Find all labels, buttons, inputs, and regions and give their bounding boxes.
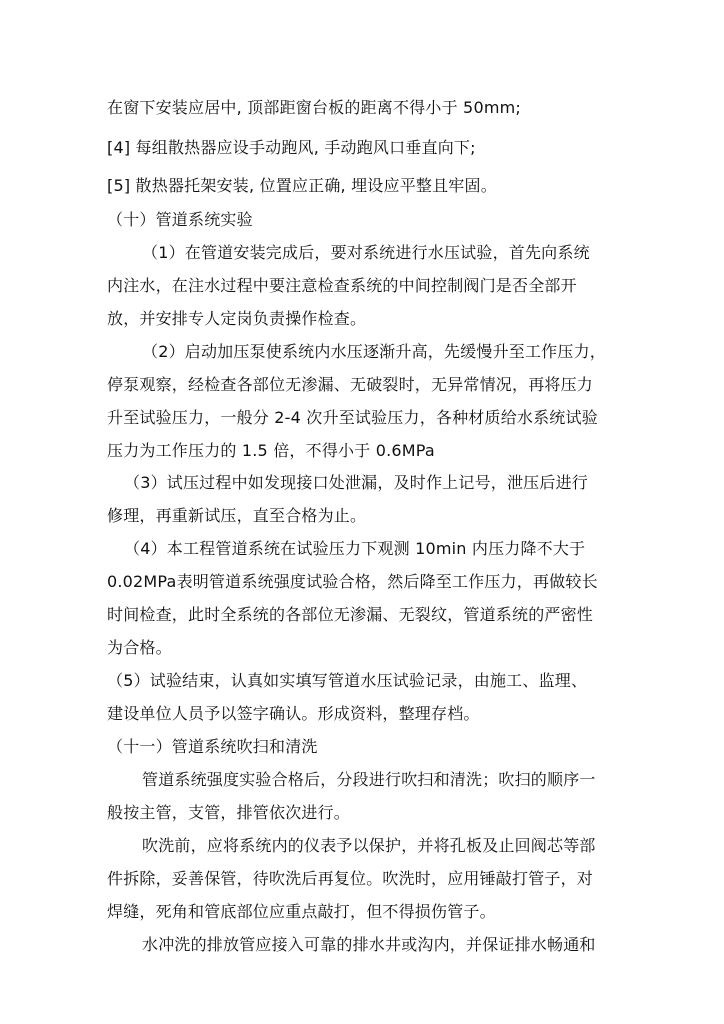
text-line: （2）启动加压泵使系统内水压逐渐升高，先缓慢升至工作压力， — [142, 342, 606, 361]
text-line: 停泵观察，经检查各部位无渗漏、无破裂时，无异常情况，再将压力 — [107, 375, 594, 394]
text-line: 升至试验压力，一般分 2-4 次升至试验压力，各种材质给水系统试验 — [107, 408, 598, 427]
text-line: 内注水，在注水过程中要注意检查系统的中间控制阀门是否全部开 — [107, 276, 577, 295]
text-line: 放，并安排专人定岗负责操作检查。 — [107, 309, 367, 328]
text-line: 水冲洗的排放管应接入可靠的排水井或沟内，并保证排水畅通和 — [142, 935, 596, 954]
text-line: 修理，再重新试压，直至合格为止。 — [107, 506, 367, 525]
text-line: 建设单位人员予以签字确认。形成资料，整理存档。 — [107, 704, 480, 723]
text-line: 0.02MPa表明管道系统强度试验合格，然后降至工作压力，再做较长 — [107, 572, 598, 591]
text-line: （3）试压过程中如发现接口处泄漏，及时作上记号，泄压后进行 — [124, 473, 588, 492]
text-line: [5] 散热器托架安装, 位置应正确, 埋设应平整且牢固。 — [107, 176, 497, 195]
text-line: 为合格。 — [107, 638, 172, 657]
text-line: 压力为工作压力的 1.5 倍，不得小于 0.6MPa — [107, 441, 435, 460]
text-line: 焊缝，死角和管底部位应重点敲打，但不得损伤管子。 — [107, 902, 496, 921]
section-heading: （十一）管道系统吹扫和清洗 — [107, 737, 318, 756]
text-line: 般按主管，支管，排管依次进行。 — [107, 803, 351, 822]
text-line: 管道系统强度实验合格后，分段进行吹扫和清洗；吹扫的顺序一 — [142, 770, 596, 789]
text-line: 件拆除，妥善保管，待吹洗后再复位。吹洗时，应用锤敲打管子，对 — [107, 869, 594, 888]
text-line: （1）在管道安装完成后，要对系统进行水压试验，首先向系统 — [142, 243, 590, 262]
text-line: 吹洗前，应将系统内的仪表予以保护，并将孔板及止回阀芯等部 — [142, 836, 596, 855]
text-line: 在窗下安装应居中, 顶部距窗台板的距离不得小于 50mm; — [107, 98, 521, 117]
text-line: [4] 每组散热器应设手动跑风, 手动跑风口垂直向下; — [107, 138, 476, 157]
text-line: 时间检查，此时全系统的各部位无渗漏、无裂纹，管道系统的严密性 — [107, 605, 594, 624]
section-heading: （十）管道系统实验 — [107, 210, 253, 229]
text-line: （5）试验结束，认真如实填写管道水压试验记录，由施工、监理、 — [107, 671, 588, 690]
text-line: （4）本工程管道系统在试验压力下观测 10min 内压力降不大于 — [124, 539, 586, 558]
